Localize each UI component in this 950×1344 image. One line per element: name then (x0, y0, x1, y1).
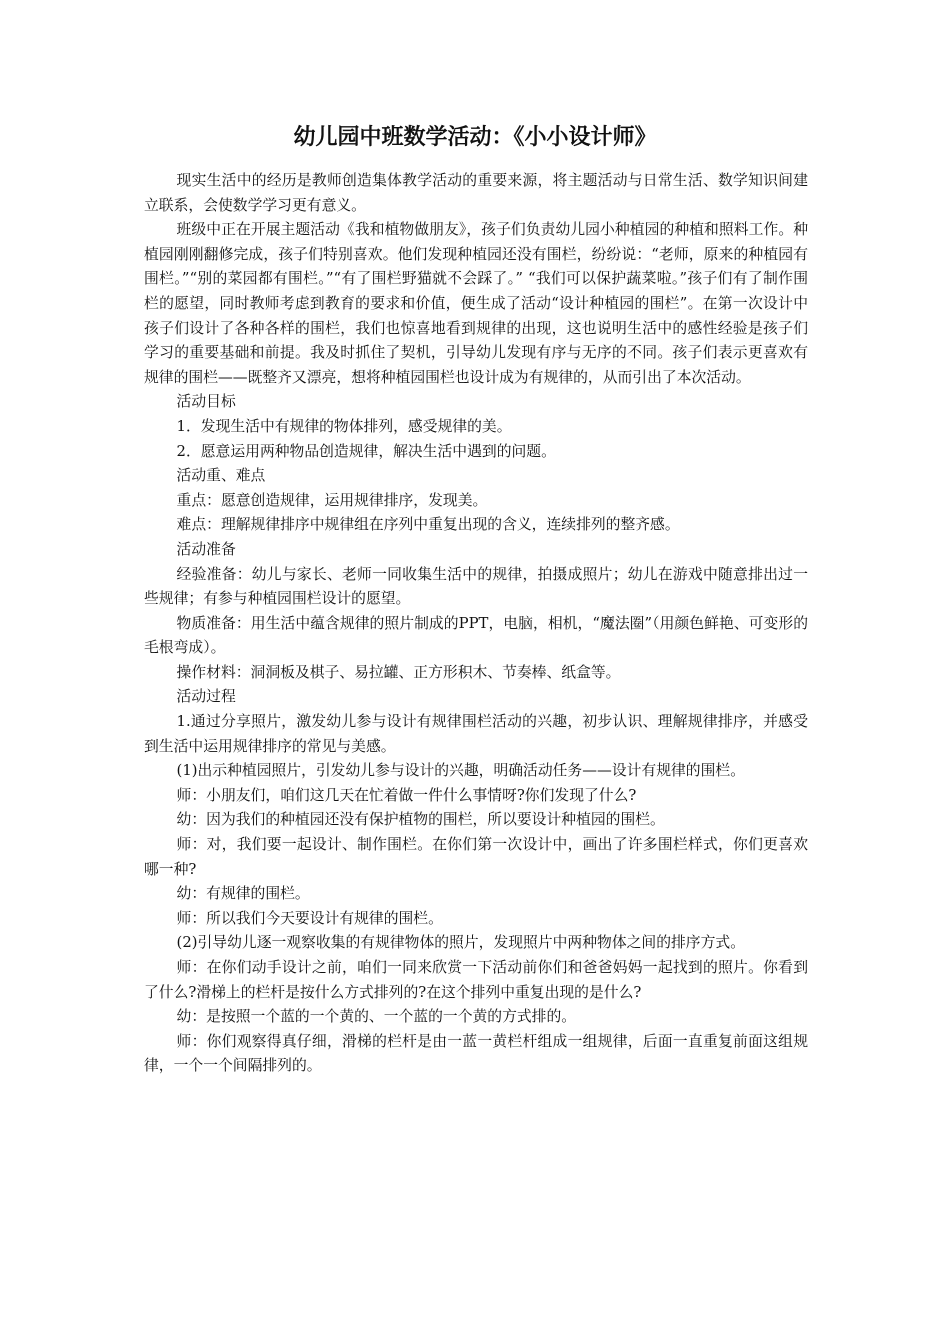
preparation-materials: 物质准备：用生活中蕴含规律的照片制成的PPT，电脑，相机，“魔法圈”（用颜色鲜艳、可变形的毛根弯成）。 (144, 614, 808, 657)
section-heading-preparation: 活动准备 (176, 540, 236, 558)
dialogue-line: 幼：因为我们的种植园还没有保护植物的围栏，所以要设计种植园的围栏。 (176, 811, 665, 829)
goal-item-1: 1．发现生活中有规律的物体排列，感受规律的美。 (176, 417, 512, 435)
section-heading-key-points: 活动重、难点 (176, 467, 266, 485)
dialogue-line: 师：在你们动手设计之前，咱们一同来欣赏一下活动前你们和爸爸妈妈一起找到的照片。你看到了什么?滑梯上的栏杆是按什么方式排列的?在这个排列中重复出现的是什么? (144, 959, 808, 1001)
process-step-1-2: (2)引导幼儿逐一观察收集的有规律物体的照片，发现照片中两种物体之间的排序方式。 (176, 934, 745, 952)
section-heading-goals: 活动目标 (176, 393, 236, 411)
process-step-1: 1.通过分享照片，激发幼儿参与设计有规律围栏活动的兴趣，初步认识、理解规律排序，并感受到生活中运用规律排序的常见与美感。 (144, 713, 808, 755)
section-heading-process: 活动过程 (176, 688, 236, 706)
preparation-experience: 经验准备：幼儿与家长、老师一同收集生活中的规律，拍摄成照片；幼儿在游戏中随意排出过一些规律；有参与种植园围栏设计的愿望。 (144, 565, 808, 608)
page-title: 幼儿园中班数学活动：《小小设计师》 (293, 124, 657, 150)
goal-item-2: 2．愿意运用两种物品创造规律，解决生活中遇到的问题。 (176, 442, 556, 460)
difficult-point: 难点：理解规律排序中规律组在序列中重复出现的含义，连续排列的整齐感。 (176, 516, 680, 534)
process-step-1-1: (1)出示种植园照片，引发幼儿参与设计的兴趣，明确活动任务——设计有规律的围栏。 (176, 762, 745, 780)
dialogue-line: 师：对，我们要一起设计、制作围栏。在你们第一次设计中，画出了许多围栏样式，你们更喜欢哪一种? (144, 836, 808, 878)
preparation-operation-materials: 操作材料：洞洞板及棋子、易拉罐、正方形积木、节奏棒、纸盒等。 (176, 663, 621, 681)
paragraph-intro-2: 班级中正在开展主题活动《我和植物做朋友》，孩子们负责幼儿园小种植园的种植和照料工作。种植园刚刚翻修完成，孩子们特别喜欢。他们发现种植园还没有围栏，纷纷说：“老师，原来的种植园有围栏。”“别的菜园都有围栏。”“有了围栏野猫就不会踩了。” “我们可以保护蔬菜啦。”孩子们有了制作围栏的愿望，同时教师考虑到教育的要求和价值，便生成了活动“设计种植园的围栏”。在第一次设计中孩子们设计了各种各样的围栏，我们也惊喜地看到规律的出现，这也说明生活中的感性经验是孩子们学习的重要基础和前提。我及时抓住了契机，引导幼儿发现有序与无序的不同。孩子们表示更喜欢有规律的围栏——既整齐又漂亮，想将种植园围栏也设计成为有规律的，从而引出了本次活动。 (144, 221, 808, 386)
dialogue-line: 师：所以我们今天要设计有规律的围栏。 (176, 909, 443, 927)
paragraph-intro-1: 现实生活中的经历是教师创造集体教学活动的重要来源，将主题活动与日常生活、数学知识间建立联系，会使数学学习更有意义。 (144, 172, 808, 214)
document-body (144, 169, 808, 1079)
dialogue-line: 幼：是按照一个蓝的一个黄的、一个蓝的一个黄的方式排的。 (176, 1008, 577, 1026)
dialogue-line: 师：小朋友们，咱们这几天在忙着做一件什么事情呀?你们发现了什么? (176, 786, 637, 804)
key-point: 重点：愿意创造规律，运用规律排序，发现美。 (176, 491, 488, 509)
dialogue-line: 幼：有规律的围栏。 (176, 885, 310, 903)
dialogue-line: 师：你们观察得真仔细，滑梯的栏杆是由一蓝一黄栏杆组成一组规律，后面一直重复前面这组规律，一个一个间隔排列的。 (144, 1032, 808, 1075)
